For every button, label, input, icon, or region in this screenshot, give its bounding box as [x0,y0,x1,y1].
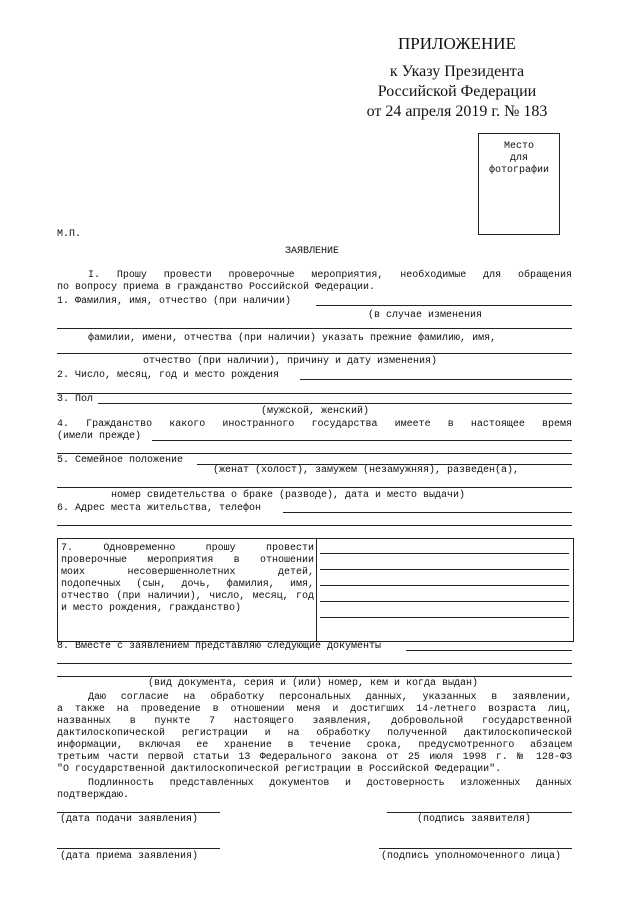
item-7-line: отчество (при наличии), число, месяц, год [61,591,314,602]
item-4-field[interactable] [152,440,572,441]
item-7-divider [316,539,317,641]
consent-line: информации, включая ее хранение в течение срока, предусмотренного абзацем [57,740,572,751]
item-1-hint-cont: фамилии, имени, отчества (при наличии) указать прежние фамилию, имя, [88,333,497,344]
item-1-hint: (в случае изменения [368,310,483,321]
item-8-field[interactable] [406,650,572,651]
item-1-hint-cont-2: отчество (при наличии), причину и дату изменения) [143,356,438,367]
item-6-field-2[interactable] [57,525,572,526]
confirm-line-2: подтверждаю. [57,790,130,801]
document-title: ЗАЯВЛЕНИЕ [285,246,340,257]
item-7-line: и место рождения, гражданство) [61,603,242,614]
intro-line-2: по вопросу приема в гражданство Российской Федерации. [57,282,376,293]
item-7-field-2[interactable] [320,569,569,570]
decree-line-1: к Указу Президента [389,63,525,80]
official-signature-label: (подпись уполномоченного лица) [381,851,562,862]
item-1-field[interactable] [316,305,572,306]
photo-placeholder [478,133,560,235]
item-7-label [61,543,314,615]
consent-line: третьим части первой статьи 13 Федерального закона от 25 июля 1998 г. № 128-ФЗ [57,752,572,763]
item-3-hint: (мужской, женский) [261,406,370,417]
appendix-title: ПРИЛОЖЕНИЕ [398,34,516,53]
item-5-field-2[interactable] [57,487,572,488]
consent-line: "О государственной дактилоскопической регистрации в Российской Федерации". [57,764,502,775]
item-4-field-2[interactable] [57,453,572,454]
item-8-field-2[interactable] [57,663,572,664]
item-7-field-3[interactable] [320,585,569,586]
decree-line-3: от 24 апреля 2019 г. № 183 [366,103,548,120]
item-3-field[interactable] [98,403,572,404]
acceptance-date-field[interactable] [57,848,220,849]
item-8-hint: (вид документа, серия и (или) номер, кем и когда выдан) [148,678,479,689]
consent-line: названных в пункте 7 настоящего заявления, добровольной государственной [57,716,572,727]
photo-label-3: фотографии [488,165,549,176]
decree-header [352,34,562,122]
item-1-label: 1. Фамилия, имя, отчество (при наличии) [57,296,292,307]
item-7-field-1[interactable] [320,553,569,554]
confirm-line-1: Подлинность представленных документов и достоверность изложенных данных [88,778,572,789]
applicant-signature-label: (подпись заявителя) [417,814,532,825]
item-6-field[interactable] [283,512,572,513]
submission-date-field[interactable] [57,812,220,813]
item-3-label: 3. Пол [57,394,94,405]
item-7-line: моих несовершеннолетних детей, [61,567,314,578]
item-6-label: 6. Адрес места жительства, телефон [57,503,262,514]
item-4-label-2: (имели прежде) [57,431,142,442]
item-2-field-2[interactable] [57,393,572,394]
applicant-signature-field[interactable] [387,812,572,813]
acceptance-date-label: (дата приема заявления) [60,851,199,862]
item-1-field-2[interactable] [57,328,572,329]
item-4-label-1: 4. Гражданство какого иностранного государства имеете в настоящее время [57,419,572,430]
consent-line: дактилоскопической регистрации и на обработку полученной дактилоскопической [57,728,572,739]
item-7-field-4[interactable] [320,601,569,602]
item-7-line: подопечных (сын, дочь, фамилия, имя, [61,579,314,590]
decree-line-2: Российской Федерации [377,83,537,100]
submission-date-label: (дата подачи заявления) [60,814,199,825]
photo-label-2: для [509,153,528,164]
item-2-label: 2. Число, месяц, год и место рождения [57,370,280,381]
item-5-label: 5. Семейное положение [57,455,184,466]
stamp-place-label: М.П. [57,229,82,240]
item-5-hint: (женат (холост), замужем (незамужняя), разведен(а), [213,465,520,476]
official-signature-field[interactable] [379,848,572,849]
consent-line: а также на проведение в отношении меня и достигших 14-летнего возраста лиц, [57,704,572,715]
item-7-field-5[interactable] [320,617,569,618]
item-8-field-3[interactable] [57,676,572,677]
item-1-field-3[interactable] [57,353,572,354]
consent-line: Даю согласие на обработку персональных данных, указанных в заявлении, [88,692,572,703]
item-7-line: 7. Одновременно прошу провести [61,543,314,554]
intro-line-1: I. Прошу провести проверочные мероприятия, необходимые для обращения [88,270,572,281]
item-7-line: проверочные мероприятия в отношении [61,555,314,566]
item-2-field[interactable] [300,379,572,380]
photo-label-1: Место [503,141,534,152]
item-5-hint-2: номер свидетельства о браке (разводе), дата и место выдачи) [111,490,466,501]
item-7-table [57,538,574,642]
item-8-label: 8. Вместе с заявлением представляю следующие документы [57,641,382,652]
